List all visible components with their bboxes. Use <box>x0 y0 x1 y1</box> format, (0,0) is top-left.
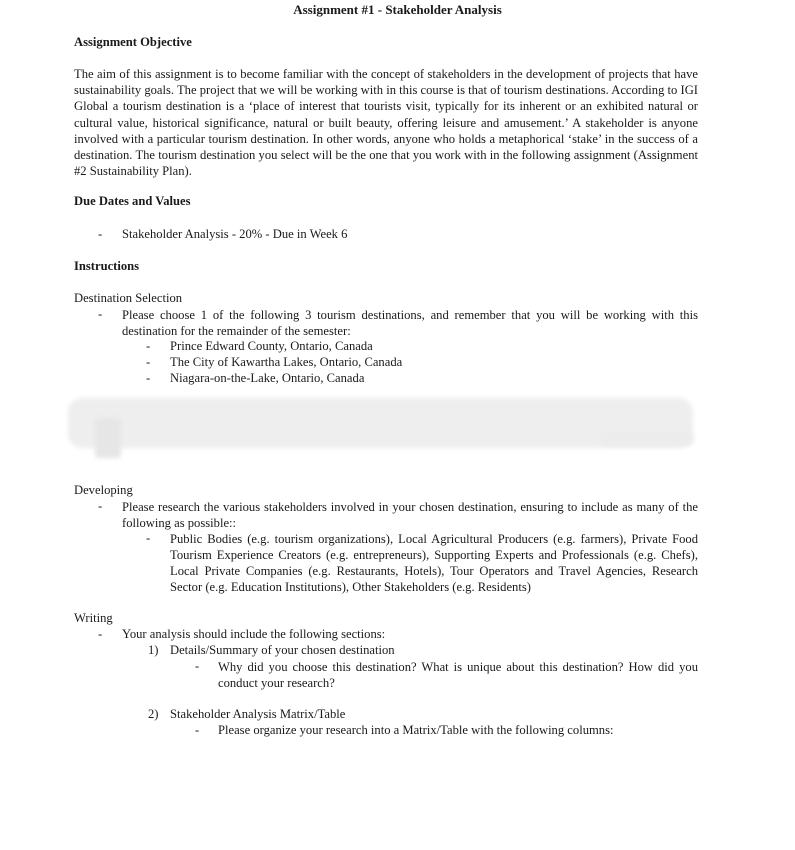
bullet-dash: - <box>146 371 151 385</box>
destination-option: Prince Edward County, Ontario, Canada <box>170 339 373 353</box>
section-title: Stakeholder Analysis Matrix/Table <box>170 707 346 721</box>
bullet-dash: - <box>98 307 103 321</box>
writing-label: Writing <box>74 611 113 625</box>
section-description: Why did you choose this destination? What is unique about this destination? How did you conduct your research? <box>218 660 698 690</box>
destination-option: The City of Kawartha Lakes, Ontario, Canada <box>170 355 403 369</box>
objective-paragraph: The aim of this assignment is to become familiar with the concept of stakeholders in the development of projects that have sustainability goals. The project that we will be working with in this course is that of tourism destinations. According to IGI Global a tourism destination is a ‘place of interest that tourists visit, typically for its inherent or an exhibited natural or cultural value, historical significance, natural or built beauty, offering leisure and amusement.’ A stakeholder is anyone involved with a particular tourism destination. In other words, anyone who holds a metaphorical ‘stake’ in the success of a destination. The tourism destination you select will be the one that you work with in the following assignment (Assignment #2 Sustainability Plan). <box>74 67 698 179</box>
destination-label: Destination Selection <box>74 291 183 305</box>
objective-heading: Assignment Objective <box>74 35 192 49</box>
bullet-dash: - <box>98 499 103 513</box>
section-number: 1) <box>148 643 159 657</box>
bullet-dash: - <box>146 531 151 545</box>
due-heading: Due Dates and Values <box>74 194 191 208</box>
instructions-heading: Instructions <box>74 259 140 273</box>
bullet-dash: - <box>98 627 103 641</box>
bullet-dash: - <box>195 659 200 673</box>
developing-instruction: Please research the various stakeholders involved in your chosen destination, ensuring to include as many of the following as possible:: <box>122 500 698 530</box>
stakeholder-categories: Public Bodies (e.g. tourism organizations), Local Agricultural Producers (e.g. farmers), Private Food Tourism Experience Creators (e.g. entrepreneurs), Supporting Experts and Professionals (e.g. Chefs), Local Private Companies (e.g. Restaurants, Hotels), Tour Operators and Travel Agencies, Research Sector (e.g. Education Institutions), Other Stakeholders (e.g. Residents) <box>170 532 698 594</box>
destination-option: Niagara-on-the-Lake, Ontario, Canada <box>170 371 365 385</box>
redacted-region <box>600 432 694 446</box>
destination-instruction: Please choose 1 of the following 3 tourism destinations, and remember that you will be working with this destination for the remainder of the semester: <box>122 308 698 338</box>
redacted-region <box>95 418 121 458</box>
writing-instruction: Your analysis should include the following sections: <box>122 627 386 641</box>
bullet-dash: - <box>195 723 200 737</box>
due-item: Stakeholder Analysis - 20% - Due in Week 6 <box>122 227 348 241</box>
bullet-dash: - <box>146 339 151 353</box>
document-title: Assignment #1 - Stakeholder Analysis <box>293 2 502 17</box>
developing-label: Developing <box>74 483 133 497</box>
bullet-dash: - <box>146 355 151 369</box>
section-number: 2) <box>148 707 159 721</box>
section-description: Please organize your research into a Matrix/Table with the following columns: <box>218 723 614 737</box>
section-title: Details/Summary of your chosen destination <box>170 643 395 657</box>
bullet-dash: - <box>98 227 103 241</box>
